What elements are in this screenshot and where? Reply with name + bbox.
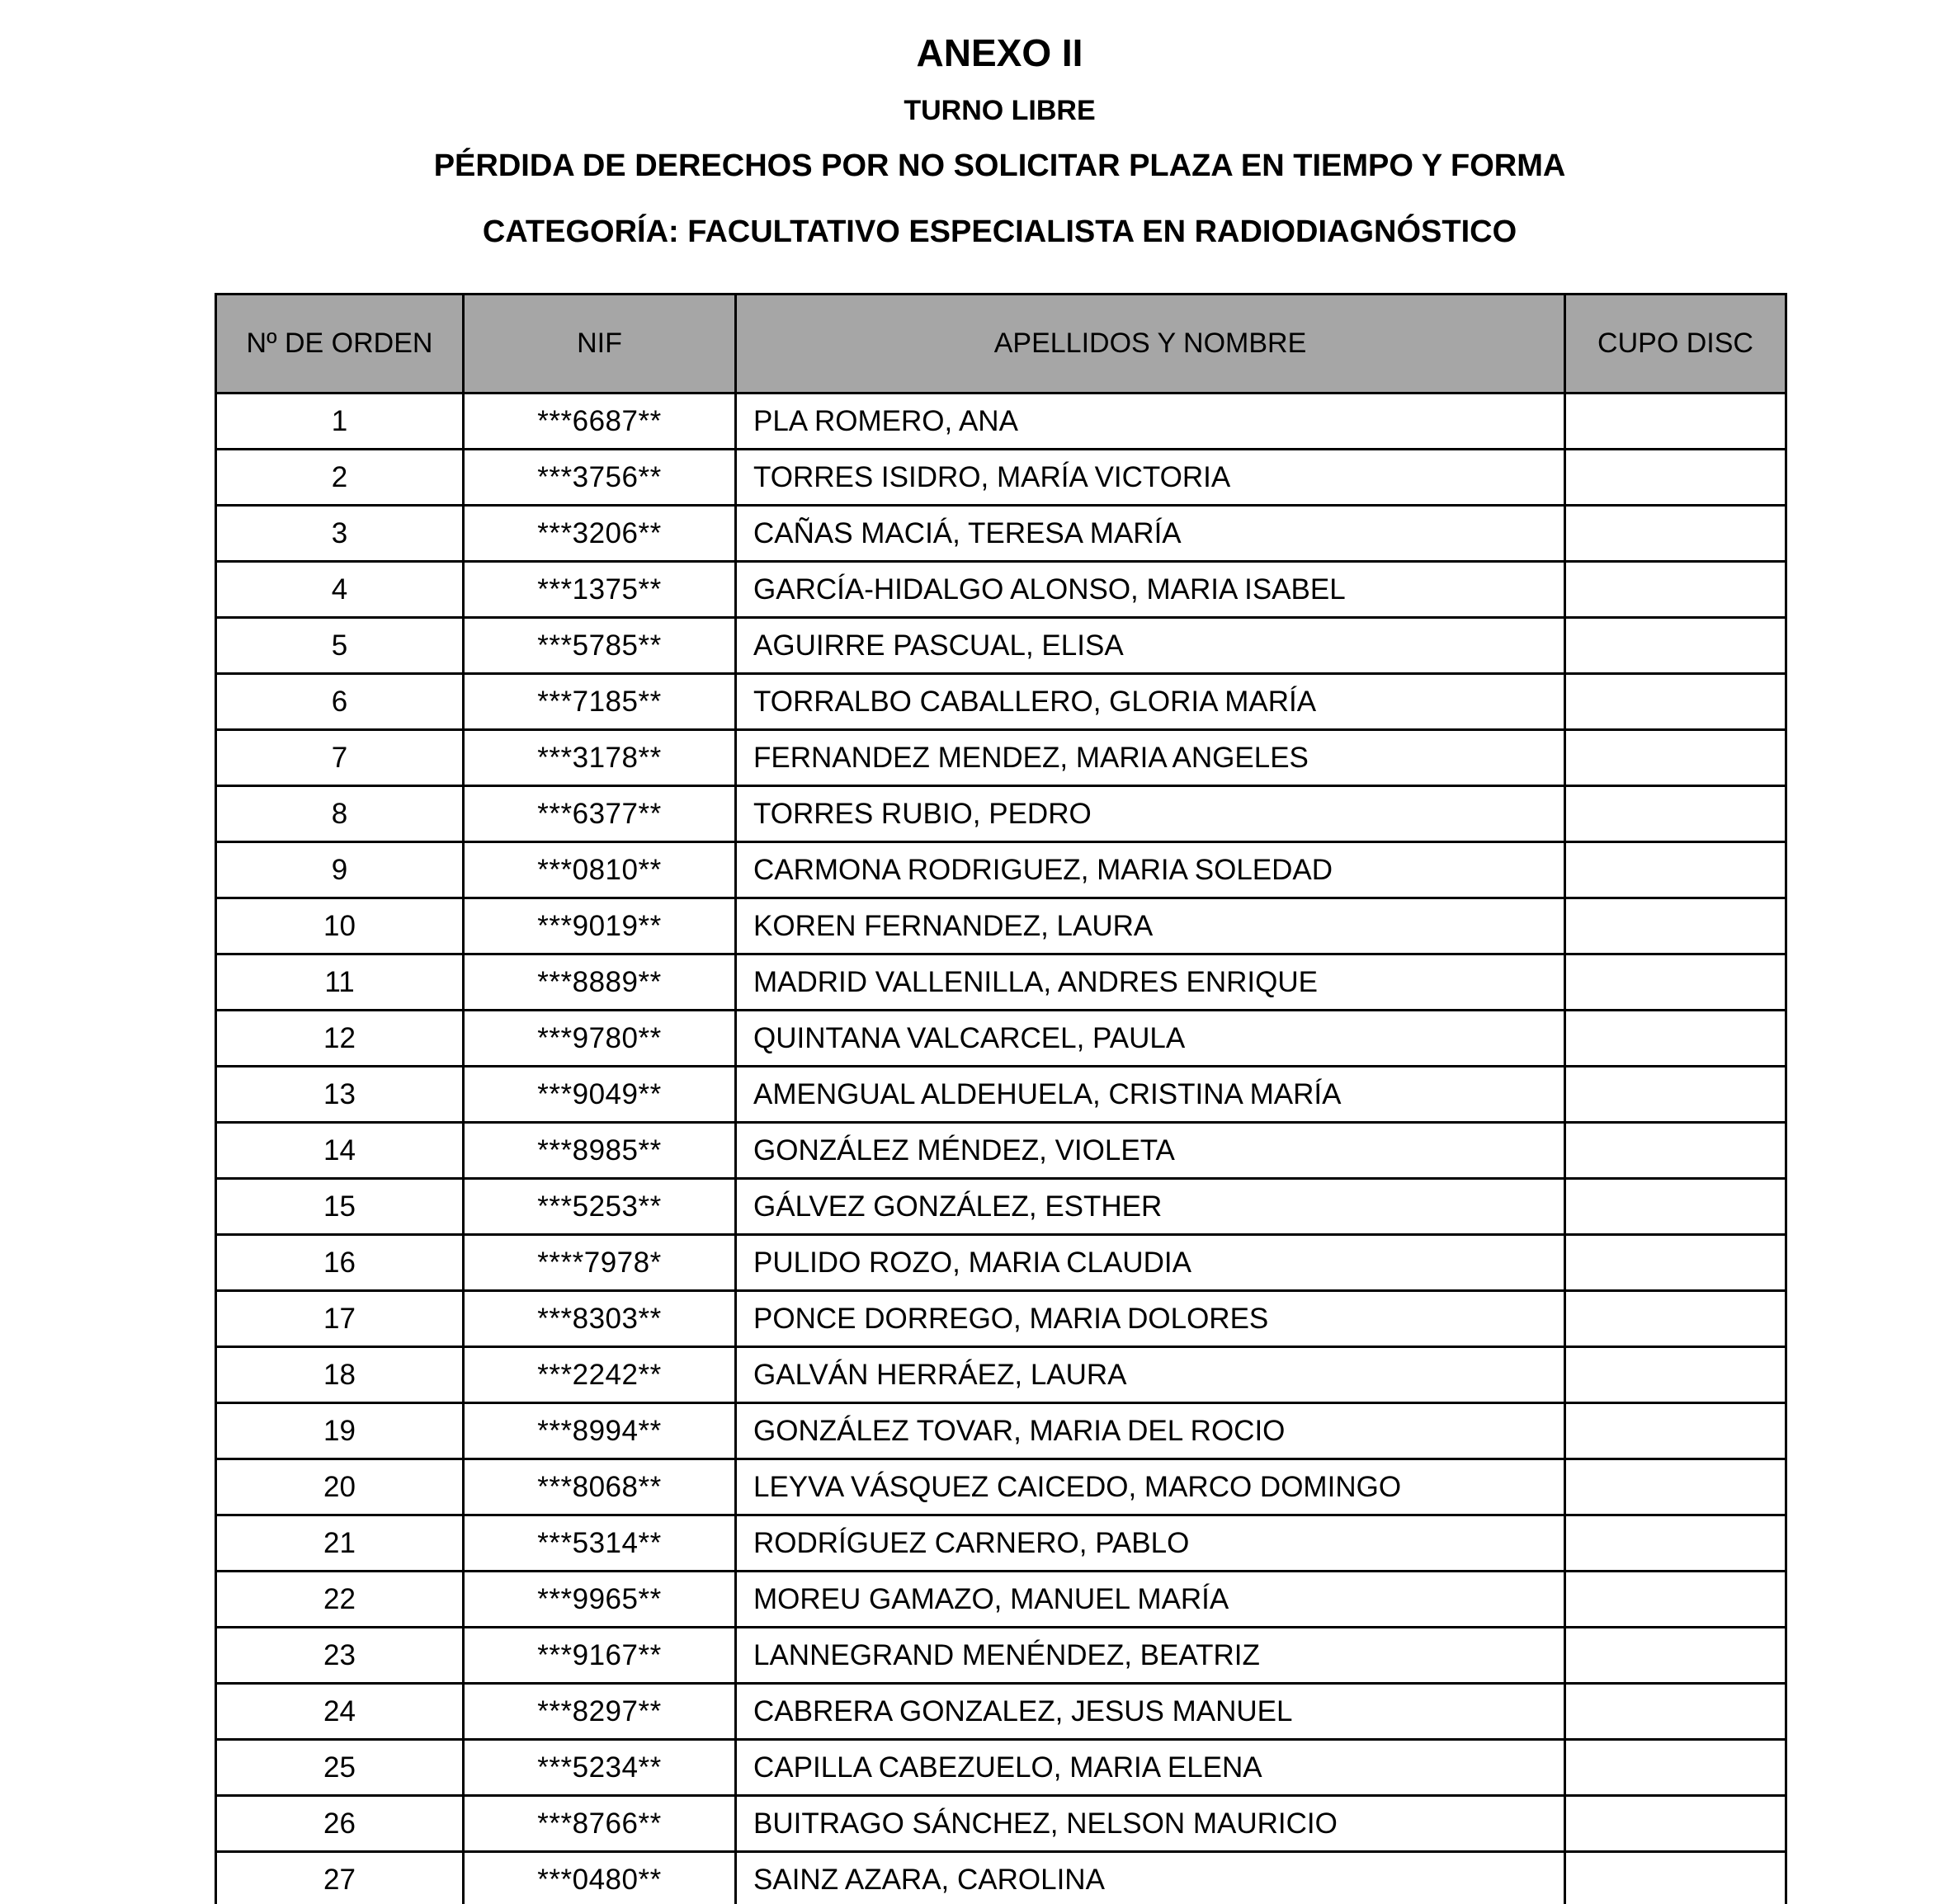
cell-cupo bbox=[1565, 1628, 1786, 1684]
table-row bbox=[216, 1459, 1786, 1515]
cell-cupo bbox=[1565, 1011, 1786, 1067]
cell-nombre: GARCÍA-HIDALGO ALONSO, MARIA ISABEL bbox=[736, 562, 1565, 618]
cell-nombre: PLA ROMERO, ANA bbox=[736, 394, 1565, 450]
cell-cupo bbox=[1565, 730, 1786, 786]
cell-nif: ***8766** bbox=[464, 1796, 736, 1852]
cell-nombre: BUITRAGO SÁNCHEZ, NELSON MAURICIO bbox=[736, 1796, 1565, 1852]
cell-nif: ***6687** bbox=[464, 394, 736, 450]
table-row bbox=[216, 1067, 1786, 1123]
cell-cupo bbox=[1565, 1515, 1786, 1572]
cell-orden: 19 bbox=[216, 1403, 464, 1459]
cell-nif: ***8068** bbox=[464, 1459, 736, 1515]
table-body bbox=[216, 394, 1786, 1904]
table-row bbox=[216, 618, 1786, 674]
cell-orden: 22 bbox=[216, 1572, 464, 1628]
header-apellidos-y-nombre: APELLIDOS Y NOMBRE bbox=[736, 295, 1565, 394]
cell-cupo bbox=[1565, 1796, 1786, 1852]
table-row bbox=[216, 954, 1786, 1011]
cell-cupo bbox=[1565, 1123, 1786, 1179]
cell-nombre: SAINZ AZARA, CAROLINA bbox=[736, 1852, 1565, 1904]
cell-orden: 21 bbox=[216, 1515, 464, 1572]
cell-nombre: FERNANDEZ MENDEZ, MARIA ANGELES bbox=[736, 730, 1565, 786]
header-cupo-disc: CUPO DISC bbox=[1565, 295, 1786, 394]
cell-nombre: LEYVA VÁSQUEZ CAICEDO, MARCO DOMINGO bbox=[736, 1459, 1565, 1515]
cell-nif: ***8303** bbox=[464, 1291, 736, 1347]
table-row bbox=[216, 1123, 1786, 1179]
cell-cupo bbox=[1565, 842, 1786, 898]
cell-nombre: AMENGUAL ALDEHUELA, CRISTINA MARÍA bbox=[736, 1067, 1565, 1123]
cell-nombre: CAÑAS MACIÁ, TERESA MARÍA bbox=[736, 506, 1565, 562]
table-row bbox=[216, 394, 1786, 450]
subtitle-categoria: CATEGORÍA: FACULTATIVO ESPECIALISTA EN RADIODIAGNÓSTICO bbox=[482, 214, 1517, 249]
cell-nombre: GÁLVEZ GONZÁLEZ, ESTHER bbox=[736, 1179, 1565, 1235]
title-block bbox=[215, 31, 1785, 250]
cell-nombre: CAPILLA CABEZUELO, MARIA ELENA bbox=[736, 1740, 1565, 1796]
cell-nif: ***3206** bbox=[464, 506, 736, 562]
cell-nif: ***3756** bbox=[464, 450, 736, 506]
table-row bbox=[216, 786, 1786, 842]
table-row bbox=[216, 1347, 1786, 1403]
table-row bbox=[216, 1515, 1786, 1572]
header-numero-de-orden: Nº DE ORDEN bbox=[216, 295, 464, 394]
cell-orden: 27 bbox=[216, 1852, 464, 1904]
cell-nombre: CABRERA GONZALEZ, JESUS MANUEL bbox=[736, 1684, 1565, 1740]
cell-nif: ***5314** bbox=[464, 1515, 736, 1572]
table-row bbox=[216, 1684, 1786, 1740]
table-row bbox=[216, 1403, 1786, 1459]
cell-orden: 10 bbox=[216, 898, 464, 954]
cell-orden: 25 bbox=[216, 1740, 464, 1796]
subtitle-turno-libre: TURNO LIBRE bbox=[904, 94, 1096, 126]
cell-orden: 6 bbox=[216, 674, 464, 730]
cell-nif: ***5785** bbox=[464, 618, 736, 674]
cell-nif: ****7978* bbox=[464, 1235, 736, 1291]
cell-cupo bbox=[1565, 674, 1786, 730]
table-row bbox=[216, 1235, 1786, 1291]
cell-nif: ***8297** bbox=[464, 1684, 736, 1740]
table-row bbox=[216, 562, 1786, 618]
cell-nombre: GONZÁLEZ MÉNDEZ, VIOLETA bbox=[736, 1123, 1565, 1179]
table-row bbox=[216, 842, 1786, 898]
cell-cupo bbox=[1565, 562, 1786, 618]
cell-nombre: TORRES ISIDRO, MARÍA VICTORIA bbox=[736, 450, 1565, 506]
cell-cupo bbox=[1565, 1291, 1786, 1347]
cell-nif: ***6377** bbox=[464, 786, 736, 842]
cell-nif: ***5234** bbox=[464, 1740, 736, 1796]
cell-cupo bbox=[1565, 954, 1786, 1011]
document-title: ANEXO II bbox=[916, 31, 1083, 74]
cell-orden: 13 bbox=[216, 1067, 464, 1123]
cell-nombre: TORRES RUBIO, PEDRO bbox=[736, 786, 1565, 842]
cell-nif: ***9965** bbox=[464, 1572, 736, 1628]
cell-nif: ***9780** bbox=[464, 1011, 736, 1067]
table-row bbox=[216, 450, 1786, 506]
table-row bbox=[216, 730, 1786, 786]
cell-nombre: LANNEGRAND MENÉNDEZ, BEATRIZ bbox=[736, 1628, 1565, 1684]
cell-orden: 12 bbox=[216, 1011, 464, 1067]
cell-nif: ***8985** bbox=[464, 1123, 736, 1179]
cell-orden: 23 bbox=[216, 1628, 464, 1684]
cell-cupo bbox=[1565, 506, 1786, 562]
table-header-row bbox=[216, 295, 1786, 394]
cell-cupo bbox=[1565, 786, 1786, 842]
cell-nombre: GONZÁLEZ TOVAR, MARIA DEL ROCIO bbox=[736, 1403, 1565, 1459]
cell-cupo bbox=[1565, 1459, 1786, 1515]
cell-cupo bbox=[1565, 1179, 1786, 1235]
subtitle-perdida-derechos: PÉRDIDA DE DERECHOS POR NO SOLICITAR PLAZA EN TIEMPO Y FORMA bbox=[433, 148, 1566, 183]
table-row bbox=[216, 1291, 1786, 1347]
cell-nif: ***1375** bbox=[464, 562, 736, 618]
cell-cupo bbox=[1565, 1684, 1786, 1740]
cell-nombre: AGUIRRE PASCUAL, ELISA bbox=[736, 618, 1565, 674]
cell-cupo bbox=[1565, 1403, 1786, 1459]
table-row bbox=[216, 1740, 1786, 1796]
table-row bbox=[216, 1011, 1786, 1067]
cell-cupo bbox=[1565, 1740, 1786, 1796]
table-row bbox=[216, 1179, 1786, 1235]
cell-nombre: MOREU GAMAZO, MANUEL MARÍA bbox=[736, 1572, 1565, 1628]
cell-orden: 1 bbox=[216, 394, 464, 450]
results-table bbox=[215, 293, 1787, 1904]
cell-cupo bbox=[1565, 1852, 1786, 1904]
cell-nombre: PULIDO ROZO, MARIA CLAUDIA bbox=[736, 1235, 1565, 1291]
cell-cupo bbox=[1565, 1235, 1786, 1291]
cell-cupo bbox=[1565, 1572, 1786, 1628]
cell-nombre: PONCE DORREGO, MARIA DOLORES bbox=[736, 1291, 1565, 1347]
cell-nif: ***3178** bbox=[464, 730, 736, 786]
cell-nif: ***8889** bbox=[464, 954, 736, 1011]
cell-orden: 26 bbox=[216, 1796, 464, 1852]
cell-cupo bbox=[1565, 450, 1786, 506]
cell-nombre: CARMONA RODRIGUEZ, MARIA SOLEDAD bbox=[736, 842, 1565, 898]
cell-nombre: RODRÍGUEZ CARNERO, PABLO bbox=[736, 1515, 1565, 1572]
cell-cupo bbox=[1565, 1347, 1786, 1403]
cell-orden: 18 bbox=[216, 1347, 464, 1403]
cell-nif: ***0810** bbox=[464, 842, 736, 898]
table-row bbox=[216, 1572, 1786, 1628]
cell-nif: ***2242** bbox=[464, 1347, 736, 1403]
header-nif: NIF bbox=[464, 295, 736, 394]
cell-nif: ***8994** bbox=[464, 1403, 736, 1459]
cell-orden: 20 bbox=[216, 1459, 464, 1515]
cell-nif: ***7185** bbox=[464, 674, 736, 730]
cell-nif: ***5253** bbox=[464, 1179, 736, 1235]
cell-cupo bbox=[1565, 898, 1786, 954]
cell-orden: 7 bbox=[216, 730, 464, 786]
cell-cupo bbox=[1565, 618, 1786, 674]
table-row bbox=[216, 506, 1786, 562]
cell-orden: 17 bbox=[216, 1291, 464, 1347]
cell-nombre: QUINTANA VALCARCEL, PAULA bbox=[736, 1011, 1565, 1067]
cell-orden: 9 bbox=[216, 842, 464, 898]
cell-nombre: KOREN FERNANDEZ, LAURA bbox=[736, 898, 1565, 954]
table-row bbox=[216, 898, 1786, 954]
cell-orden: 15 bbox=[216, 1179, 464, 1235]
table-row bbox=[216, 674, 1786, 730]
cell-nombre: TORRALBO CABALLERO, GLORIA MARÍA bbox=[736, 674, 1565, 730]
cell-orden: 11 bbox=[216, 954, 464, 1011]
cell-orden: 4 bbox=[216, 562, 464, 618]
cell-orden: 2 bbox=[216, 450, 464, 506]
cell-nif: ***9019** bbox=[464, 898, 736, 954]
cell-orden: 3 bbox=[216, 506, 464, 562]
table-row bbox=[216, 1796, 1786, 1852]
cell-nombre: MADRID VALLENILLA, ANDRES ENRIQUE bbox=[736, 954, 1565, 1011]
cell-nif: ***9049** bbox=[464, 1067, 736, 1123]
cell-orden: 16 bbox=[216, 1235, 464, 1291]
cell-orden: 24 bbox=[216, 1684, 464, 1740]
cell-nif: ***0480** bbox=[464, 1852, 736, 1904]
cell-orden: 8 bbox=[216, 786, 464, 842]
table-row bbox=[216, 1628, 1786, 1684]
cell-cupo bbox=[1565, 394, 1786, 450]
cell-nif: ***9167** bbox=[464, 1628, 736, 1684]
table-row bbox=[216, 1852, 1786, 1904]
cell-cupo bbox=[1565, 1067, 1786, 1123]
cell-nombre: GALVÁN HERRÁEZ, LAURA bbox=[736, 1347, 1565, 1403]
cell-orden: 14 bbox=[216, 1123, 464, 1179]
cell-orden: 5 bbox=[216, 618, 464, 674]
